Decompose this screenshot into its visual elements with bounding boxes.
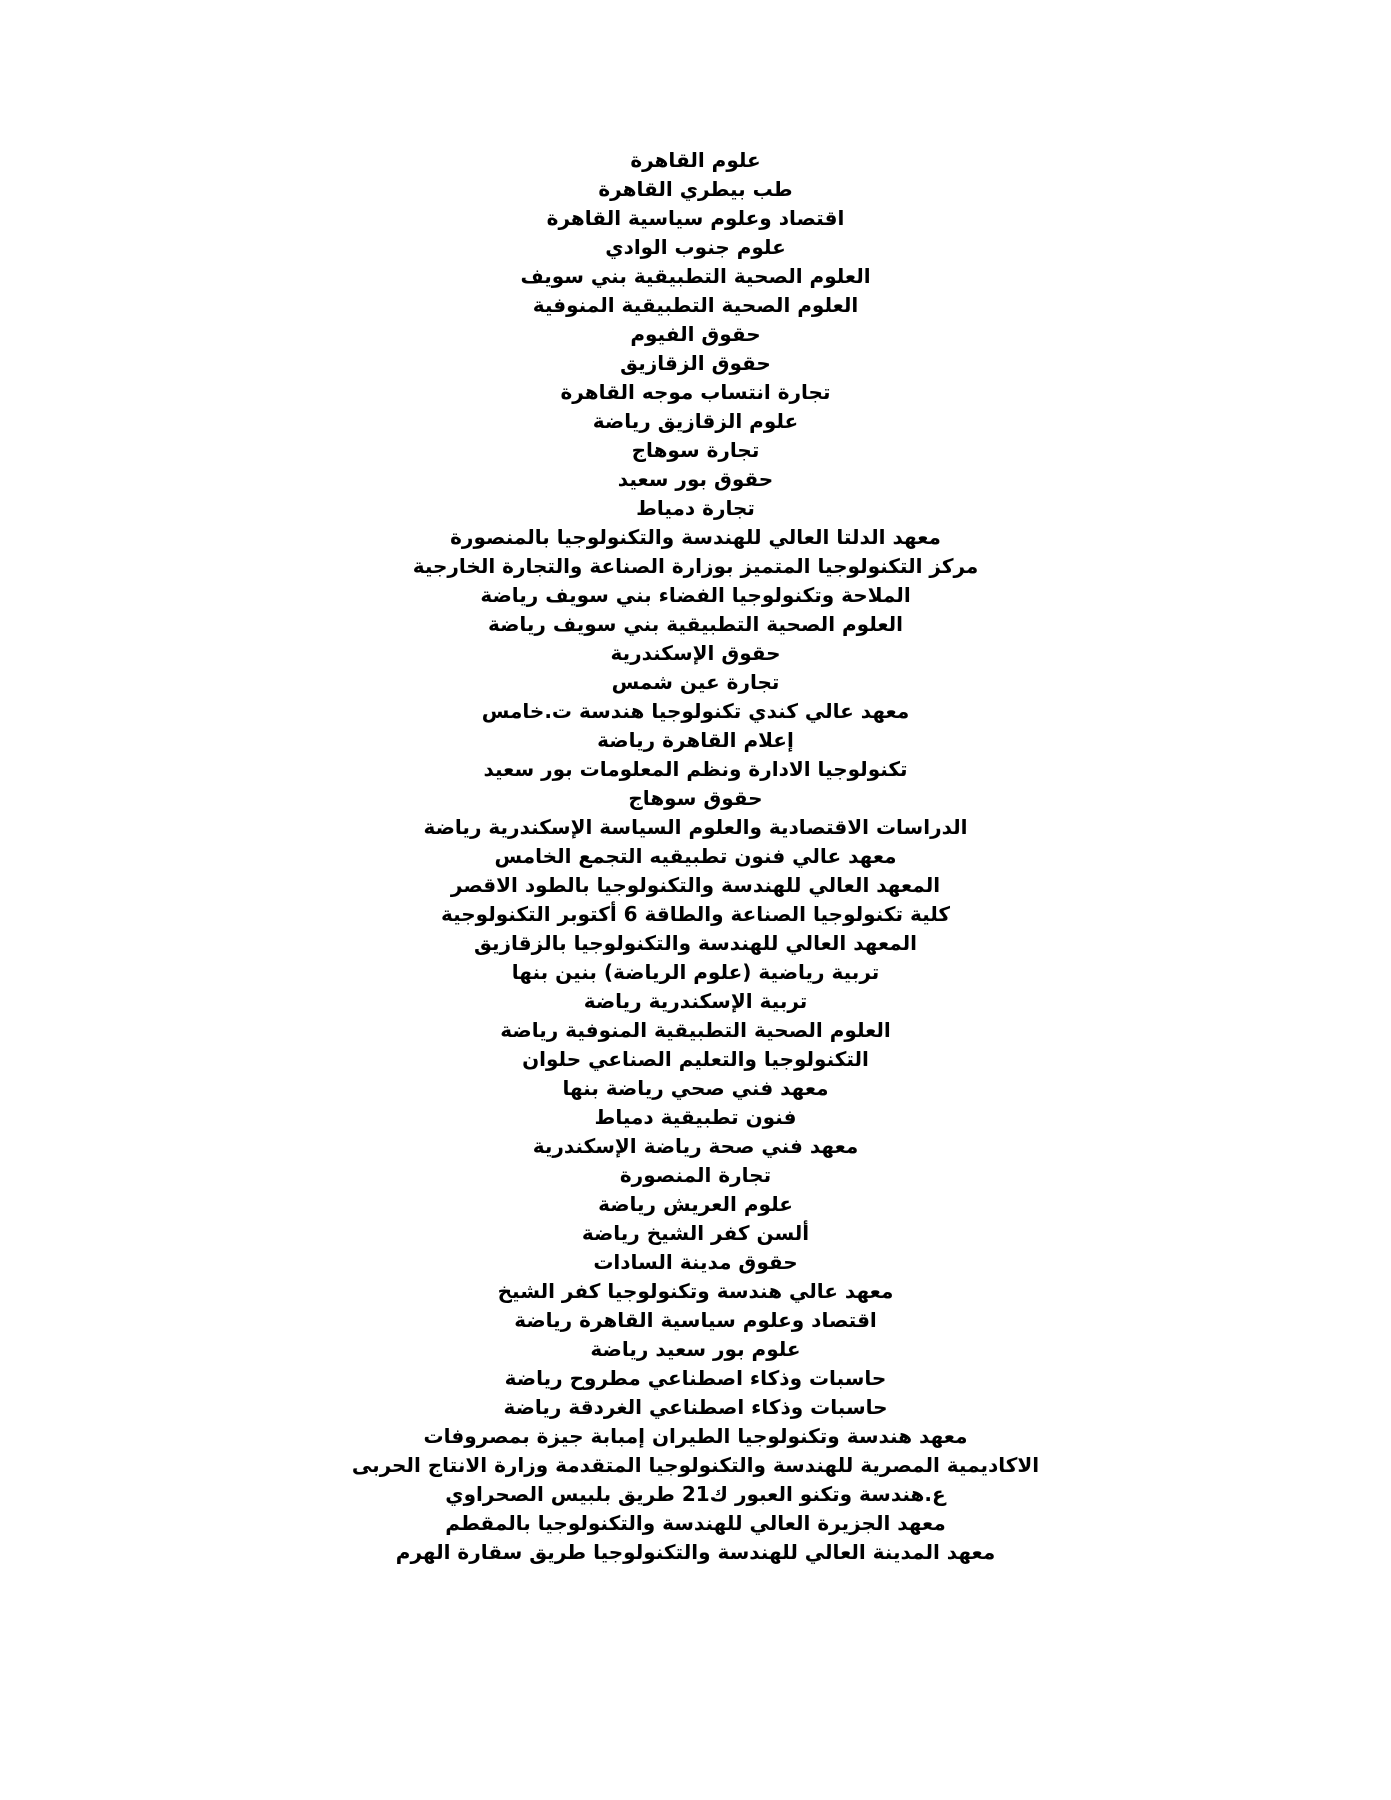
list-item: معهد عالي كندي تكنولوجيا هندسة ت.خامس — [481, 699, 910, 723]
list-item: تجارة سوهاج — [631, 438, 760, 462]
list-item: العلوم الصحية التطبيقية المنوفية — [532, 293, 859, 317]
list-item: طب بيطري القاهرة — [598, 177, 793, 201]
list-item: حقوق الزقازيق — [620, 351, 771, 375]
list-item: اقتصاد وعلوم سياسية القاهرة رياضة — [514, 1308, 877, 1332]
list-item: معهد المدينة العالي للهندسة والتكنولوجيا طريق سقارة الهرم — [395, 1540, 996, 1564]
list-item: العلوم الصحية التطبيقية المنوفية رياضة — [500, 1018, 891, 1042]
list-item: معهد عالي هندسة وتكنولوجيا كفر الشيخ — [497, 1279, 894, 1303]
list-item: التكنولوجيا والتعليم الصناعي حلوان — [522, 1047, 869, 1071]
list-item: الاكاديمية المصرية للهندسة والتكنولوجيا المتقدمة وزارة الانتاج الحربى — [351, 1453, 1040, 1477]
list-item: علوم جنوب الوادي — [605, 235, 786, 259]
list-item: علوم بور سعيد رياضة — [590, 1337, 801, 1361]
list-item: حاسبات وذكاء اصطناعي الغردقة رياضة — [503, 1395, 888, 1419]
list-item: إعلام القاهرة رياضة — [597, 728, 794, 752]
list-item: المعهد العالي للهندسة والتكنولوجيا بالطود الاقصر — [450, 873, 941, 897]
list-item: فنون تطبيقية دمياط — [594, 1105, 797, 1129]
list-item: المعهد العالي للهندسة والتكنولوجيا بالزقازيق — [473, 931, 918, 955]
list-item: حقوق بور سعيد — [617, 467, 774, 491]
list-item: الملاحة وتكنولوجيا الفضاء بني سويف رياضة — [480, 583, 911, 607]
list-item: تربية رياضية (علوم الرياضة) بنين بنها — [511, 960, 880, 984]
list-item: تجارة دمياط — [636, 496, 755, 520]
list-item: معهد هندسة وتكنولوجيا الطيران إمبابة جيزة بمصروفات — [423, 1424, 968, 1448]
list-item: ألسن كفر الشيخ رياضة — [581, 1221, 810, 1245]
list-item: تجارة المنصورة — [619, 1163, 772, 1187]
list-item: تربية الإسكندرية رياضة — [583, 989, 808, 1013]
list-item: تكنولوجيا الادارة ونظم المعلومات بور سعيد — [483, 757, 908, 781]
faculty-list — [0, 146, 1391, 1567]
list-item: علوم القاهرة — [630, 148, 761, 172]
list-item: حقوق مدينة السادات — [593, 1250, 798, 1274]
list-item: معهد عالي فنون تطبيقيه التجمع الخامس — [494, 844, 897, 868]
list-item: معهد فني صحي رياضة بنها — [562, 1076, 829, 1100]
list-item: العلوم الصحية التطبيقية بني سويف — [520, 264, 871, 288]
list-item: ع.هندسة وتكنو العبور ك21 طريق بلبيس الصحراوي — [445, 1482, 946, 1506]
list-item: كلية تكنولوجيا الصناعة والطاقة 6 أكتوبر التكنولوجية — [440, 902, 951, 926]
list-item: حقوق الإسكندرية — [610, 641, 781, 665]
list-item: معهد فني صحة رياضة الإسكندرية — [532, 1134, 859, 1158]
list-item: مركز التكنولوجيا المتميز بوزارة الصناعة والتجارة الخارجية — [412, 554, 979, 578]
list-item: حاسبات وذكاء اصطناعي مطروح رياضة — [504, 1366, 887, 1390]
list-item: تجارة عين شمس — [611, 670, 780, 694]
list-item: اقتصاد وعلوم سياسية القاهرة — [546, 206, 845, 230]
list-item: حقوق سوهاج — [628, 786, 763, 810]
list-item: حقوق الفيوم — [630, 322, 761, 346]
list-item: علوم العريش رياضة — [598, 1192, 793, 1216]
list-item: تجارة انتساب موجه القاهرة — [560, 380, 831, 404]
list-item: معهد الجزيرة العالي للهندسة والتكنولوجيا بالمقطم — [445, 1511, 946, 1535]
list-item: علوم الزقازيق رياضة — [592, 409, 799, 433]
list-item: العلوم الصحية التطبيقية بني سويف رياضة — [487, 612, 904, 636]
list-item: معهد الدلتا العالي للهندسة والتكنولوجيا بالمنصورة — [450, 525, 941, 549]
list-item: الدراسات الاقتصادية والعلوم السياسة الإسكندرية رياضة — [423, 815, 968, 839]
